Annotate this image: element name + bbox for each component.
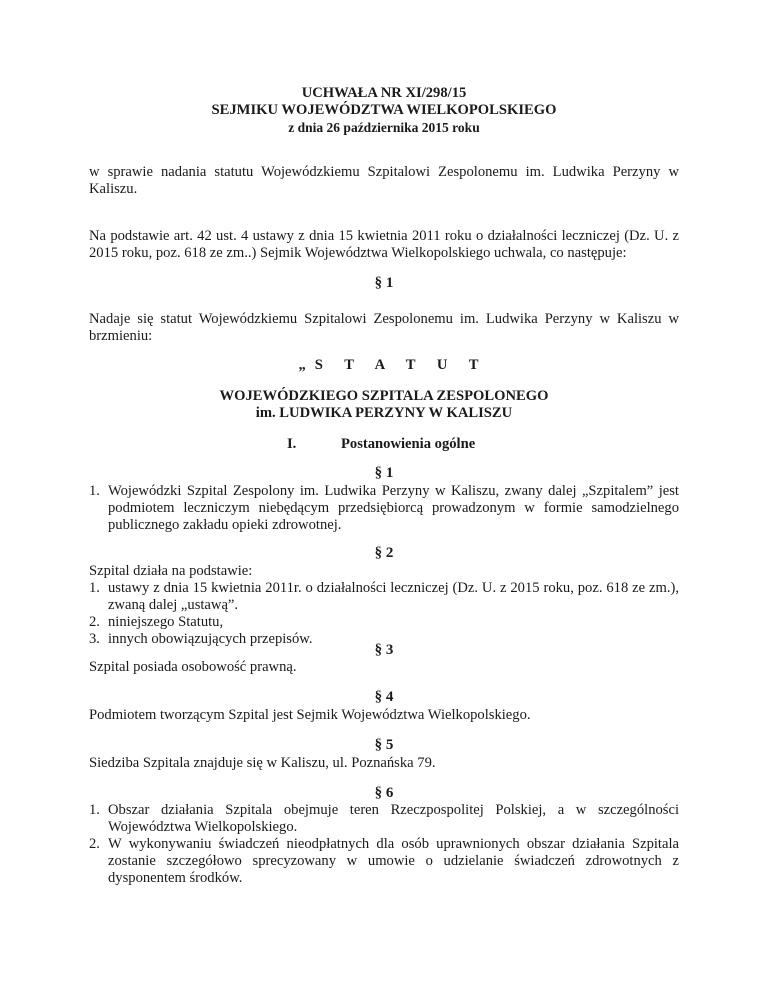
- section-6-item: [89, 802, 679, 836]
- list-item-text: innych obowiązujących przepisów.: [108, 631, 313, 647]
- resolution-subject: w sprawie nadania statutu Wojewódzkiemu Szpitalowi Zespolonemu im. Ludwika Perzyny w Kaliszu.: [89, 164, 679, 197]
- section-5-mark: § 5: [374, 737, 394, 753]
- section-5-text: Siedziba Szpitala znajduje się w Kaliszu, ul. Poznańska 79.: [89, 755, 436, 771]
- statute-title: „S T A T U T: [298, 357, 488, 373]
- section-2-item: [89, 614, 679, 631]
- list-item-text: Wojewódzki Szpital Zespolony im. Ludwika Perzyny w Kaliszu, zwany dalej „Szpitalem” jest podmiotem leczniczym niebędącym przedsiębiorcą prowadzonym w formie samodzielnego publicznego zakładu opieki zdrowotnej.: [108, 483, 679, 533]
- resolution-number: UCHWAŁA NR XI/298/15: [301, 85, 467, 101]
- resolution-section-mark: § 1: [374, 275, 394, 291]
- statute-name-line1: WOJEWÓDZKIEGO SZPITALA ZESPOLONEGO: [219, 388, 549, 404]
- resolution-date: z dnia 26 października 2015 roku: [288, 120, 480, 135]
- statute-name-line2: im. LUDWIKA PERZYNY W KALISZU: [255, 405, 513, 421]
- legal-basis: Na podstawie art. 42 ust. 4 ustawy z dnia 15 kwietnia 2011 roku o działalności leczniczej (Dz. U. z 2015 roku, poz. 618 ze zm..) Sejmik Województwa Wielkopolskiego uchwala, co następuje:: [89, 228, 679, 261]
- list-item-number: 1.: [89, 802, 100, 818]
- section-6-mark: § 6: [374, 785, 394, 801]
- section-2-item: [89, 580, 679, 614]
- list-item-text: niniejszego Statutu,: [108, 614, 224, 630]
- section-3-mark: § 3: [374, 642, 394, 658]
- section-4-mark: § 4: [374, 689, 394, 705]
- resolution-section-text: Nadaje się statut Wojewódzkiemu Szpitalowi Zespolonemu im. Ludwika Perzyny w Kaliszu w brzmieniu:: [89, 311, 679, 344]
- list-item-number: 3.: [89, 631, 100, 647]
- section-1-mark: § 1: [374, 465, 394, 481]
- list-item-number: 2.: [89, 614, 100, 630]
- section-2-intro: Szpital działa na podstawie:: [89, 563, 253, 579]
- section-2-mark: § 2: [374, 545, 394, 561]
- section-3-text: Szpital posiada osobowość prawną.: [89, 659, 297, 675]
- list-item-number: 1.: [89, 483, 100, 499]
- section-6-item: [89, 836, 679, 887]
- list-item-number: 2.: [89, 836, 100, 852]
- section-1-item: [89, 483, 679, 534]
- list-item-text: Obszar działania Szpitala obejmuje teren Rzeczpospolitej Polskiej, a w szczególności Województwa Wielkopolskiego.: [108, 802, 679, 835]
- list-item-number: 1.: [89, 580, 100, 596]
- chapter-number: I.: [287, 436, 297, 452]
- section-4-text: Podmiotem tworzącym Szpital jest Sejmik Województwa Wielkopolskiego.: [89, 707, 531, 723]
- resolution-issuer: SEJMIKU WOJEWÓDZTWA WIELKOPOLSKIEGO: [211, 102, 557, 118]
- list-item-text: W wykonywaniu świadczeń nieodpłatnych dla osób uprawnionych obszar działania Szpitala zostanie szczegółowo sprecyzowany w umowie o udzielanie świadczeń zdrowotnych z dysponentem środków.: [108, 836, 679, 886]
- chapter-title: Postanowienia ogólne: [341, 436, 476, 452]
- list-item-text: ustawy z dnia 15 kwietnia 2011r. o działalności leczniczej (Dz. U. z 2015 roku, poz. 618 ze zm.), zwaną dalej „ustawą”.: [108, 580, 679, 613]
